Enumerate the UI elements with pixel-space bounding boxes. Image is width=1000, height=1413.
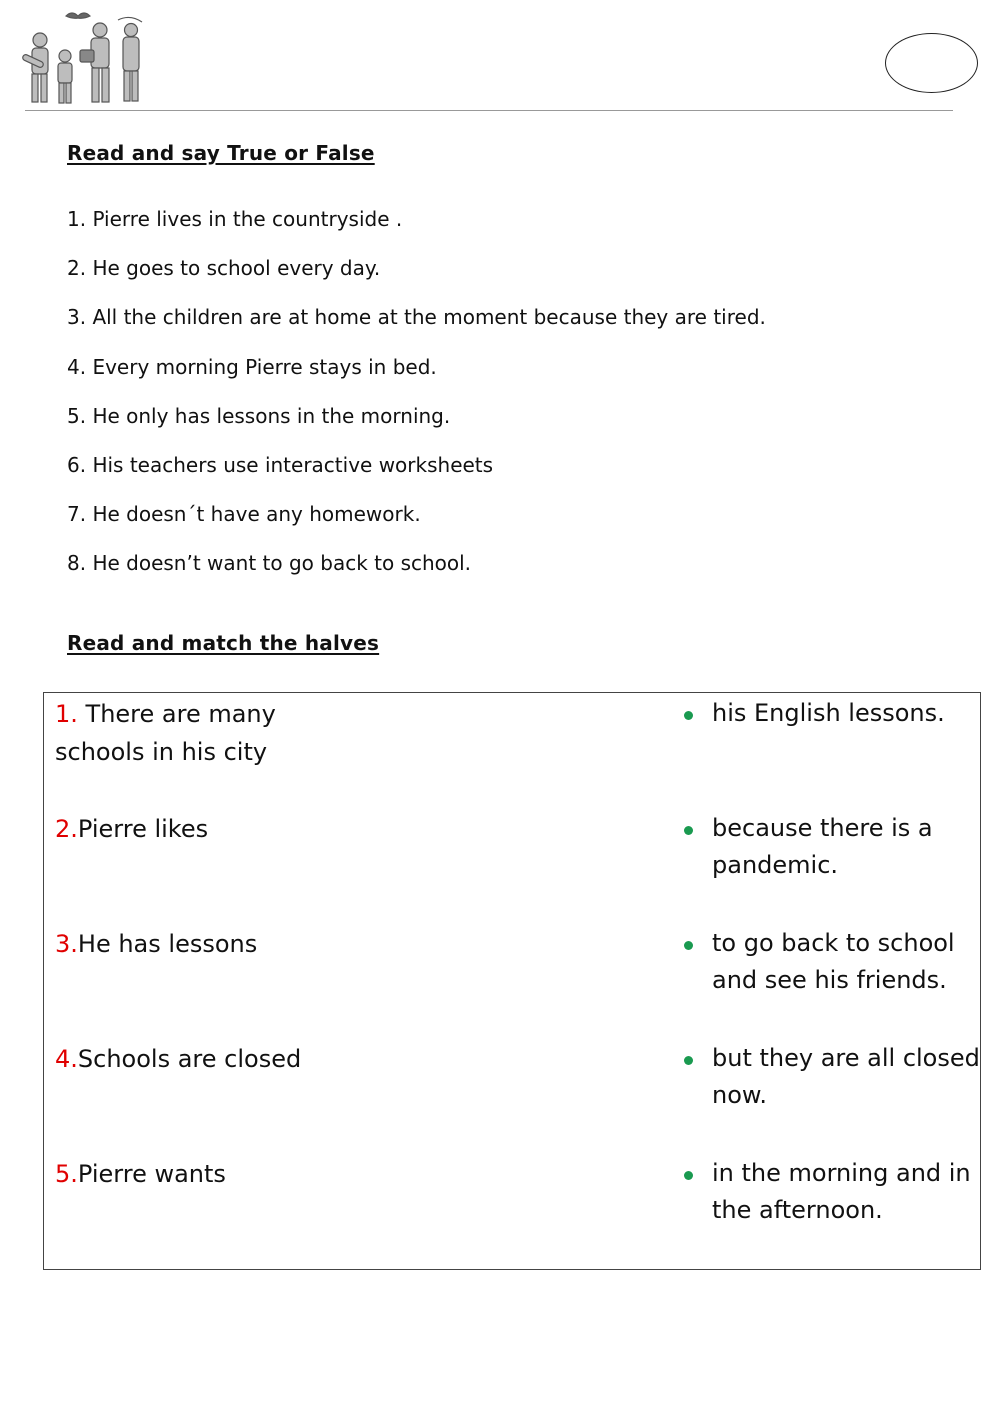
- left-text: Pierre likes: [77, 815, 209, 843]
- statement-1: 1. Pierre lives in the countryside .: [67, 207, 403, 231]
- match-dot[interactable]: [684, 826, 693, 835]
- score-oval: [885, 33, 978, 93]
- statement-4: 4. Every morning Pierre stays in bed.: [67, 354, 437, 379]
- left-text: There are many schools in his city: [55, 700, 276, 766]
- right-half-2[interactable]: because there is a pandemic.: [712, 814, 933, 879]
- left-half-4[interactable]: [55, 1040, 335, 1078]
- left-half-1[interactable]: [55, 695, 335, 771]
- left-half-5[interactable]: [55, 1155, 335, 1193]
- statement-8: 8. He doesn’t want to go back to school.: [67, 551, 472, 576]
- right-half-4[interactable]: but they are all closed now.: [712, 1044, 980, 1109]
- statement-3: 3. All the children are at home at the moment because they are tired.: [67, 305, 766, 330]
- match-dot[interactable]: [684, 1056, 693, 1065]
- item-number: 2.: [55, 815, 78, 843]
- item-number: 5.: [55, 1160, 78, 1188]
- match-dot[interactable]: [684, 1171, 693, 1180]
- left-text: Pierre wants: [77, 1160, 226, 1188]
- left-text: Schools are closed: [77, 1045, 302, 1073]
- true-false-list: [67, 205, 766, 599]
- right-half-1[interactable]: his English lessons.: [712, 699, 945, 727]
- true-false-title: Read and say True or False: [67, 141, 375, 165]
- statement-7: 7. He doesn´t have any homework.: [67, 502, 421, 527]
- left-half-2[interactable]: [55, 810, 335, 848]
- left-text: He has lessons: [77, 930, 258, 958]
- statement-6: 6. His teachers use interactive worksheets: [67, 452, 494, 477]
- match-dot[interactable]: [684, 941, 693, 950]
- match-dot[interactable]: [684, 711, 693, 720]
- match-title: Read and match the halves: [67, 631, 380, 655]
- match-box: [43, 692, 981, 1270]
- right-half-5[interactable]: in the morning and in the afternoon.: [712, 1159, 971, 1224]
- left-half-3[interactable]: [55, 925, 335, 963]
- family-illustration-icon: [18, 8, 158, 108]
- item-number: 1.: [55, 700, 78, 728]
- statement-5: 5. He only has lessons in the morning.: [67, 403, 451, 428]
- header-divider: [25, 110, 953, 111]
- item-number: 4.: [55, 1045, 78, 1073]
- item-number: 3.: [55, 930, 78, 958]
- statement-2: 2. He goes to school every day.: [67, 256, 381, 281]
- right-half-3[interactable]: to go back to school and see his friends.: [712, 929, 955, 994]
